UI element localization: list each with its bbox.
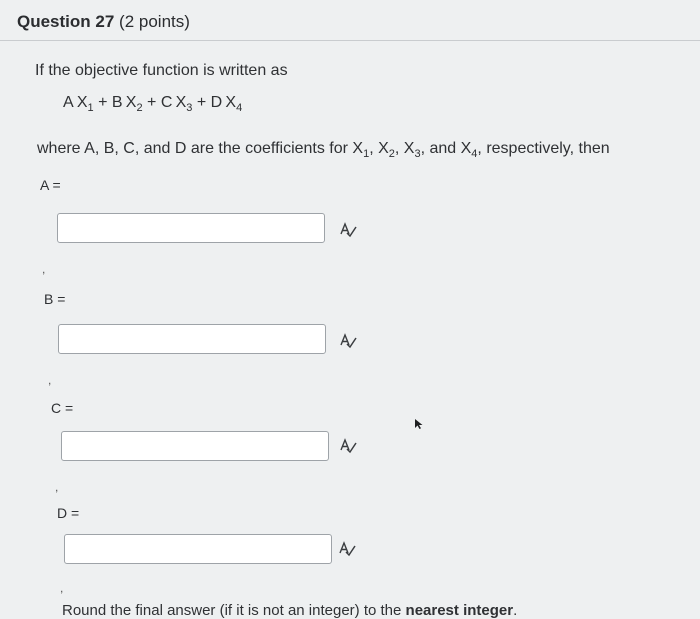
answer-c-input[interactable]	[61, 431, 329, 461]
prompt-where: where A, B, C, and D are the coefficients for $X_1$, $X_2$, $X_3$, and $X_4$, respectively, then	[37, 140, 610, 161]
question-title: Question 27	[17, 12, 115, 31]
answer-d-separator: ,	[60, 581, 64, 595]
header-divider	[0, 40, 700, 41]
spellcheck-icon[interactable]	[339, 333, 357, 349]
question-header	[17, 12, 190, 32]
objective-formula: A $X_1 + B$ $X_2 + C$ $X_3 + D$ $X_4$	[63, 94, 243, 115]
spellcheck-icon[interactable]	[339, 222, 357, 238]
answer-d-input[interactable]	[64, 534, 332, 564]
answer-b-label: B =	[44, 291, 66, 307]
answer-a-label: A =	[40, 177, 61, 193]
answer-a-input[interactable]	[57, 213, 325, 243]
mouse-pointer-icon	[414, 418, 424, 430]
prompt-intro: If the objective function is written as	[35, 62, 288, 79]
answer-c-separator: ,	[55, 480, 59, 494]
answer-d-label: D =	[57, 505, 80, 521]
answer-a-separator: ,	[42, 262, 46, 276]
answer-c-label: C =	[51, 400, 74, 416]
answer-b-separator: ,	[48, 373, 52, 387]
rounding-instruction: Round the final answer (if it is not an integer) to the nearest integer.	[62, 602, 518, 619]
question-points: (2 points)	[119, 12, 190, 31]
answer-b-input[interactable]	[58, 324, 326, 354]
spellcheck-icon[interactable]	[338, 541, 356, 557]
spellcheck-icon[interactable]	[339, 438, 357, 454]
